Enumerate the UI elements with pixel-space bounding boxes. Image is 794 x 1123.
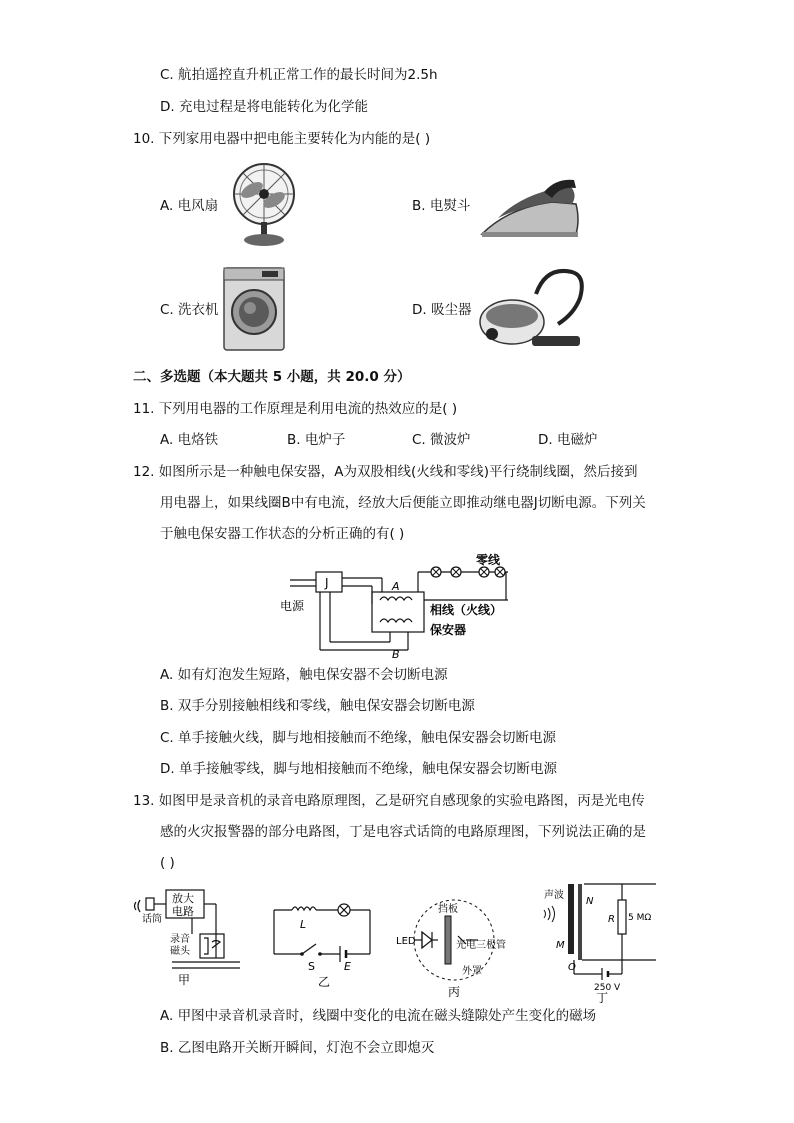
- switch-label: S: [308, 960, 315, 973]
- relay-label: J: [325, 576, 329, 590]
- figure-bing-label: 丙: [448, 985, 461, 999]
- figure-jia-label: 甲: [178, 973, 191, 987]
- q13-option-a: A. 甲图中录音机录音时，线圈中变化的电流在磁头缝隙处产生变化的磁场: [160, 1008, 597, 1024]
- figure-ding-capacitor-mic-circuit: [538, 880, 658, 1004]
- mic-label: 话筒: [142, 914, 162, 925]
- q12-option-a: A. 如有灯泡发生短路，触电保安器不会切断电源: [160, 667, 448, 683]
- section-heading: 二、多选题（本大题共 5 小题，共 20.0 分）: [133, 369, 411, 385]
- plate-n-label: N: [586, 896, 594, 907]
- point-o-label: O: [568, 962, 576, 973]
- q11-option-b: B. 电炉子: [287, 432, 346, 448]
- q12-stem-line3: 于触电保安器工作状态的分析正确的有( ): [160, 526, 405, 542]
- figure-bing-fire-alarm-circuit: [394, 896, 516, 1000]
- q11-option-c: C. 微波炉: [412, 432, 471, 448]
- q11-option-d: D. 电磁炉: [538, 432, 598, 448]
- q12-stem-line1: 12. 如图所示是一种触电保安器，A为双股相线(火线和零线)平行绕制线圈，然后接到: [133, 464, 638, 480]
- power-label: 电源: [280, 599, 305, 613]
- q11-option-a: A. 电烙铁: [160, 432, 219, 448]
- battery-label: E: [344, 960, 351, 973]
- q10-option-a: A. 电风扇: [160, 198, 219, 214]
- vacuum-cleaner-image: [476, 264, 588, 354]
- plate-m-label: M: [556, 940, 565, 951]
- sound-wave-label: 声波: [544, 890, 564, 901]
- figure-ding-label: 丁: [596, 991, 609, 1004]
- resistor-label: R: [608, 914, 615, 925]
- q13-stem-line1: 13. 如图甲是录音机的录音电路原理图，乙是研究自感现象的实验电路图，丙是光电传: [133, 793, 645, 809]
- electric-fan-image: [230, 160, 298, 248]
- figure-yi-label: 乙: [318, 975, 331, 988]
- q12-option-c: C. 单手接触火线，脚与地相接触而不绝缘，触电保安器会切断电源: [160, 730, 557, 746]
- led-label: LED: [396, 936, 416, 947]
- phototransistor-label: 光电三极管: [456, 940, 506, 951]
- q12-stem-line2: 用电器上，如果线圈B中有电流，经放大后便能立即推动继电器J切断电源。下列关: [160, 495, 646, 511]
- coil-b-label: B: [392, 648, 400, 660]
- electric-iron-image: [478, 172, 582, 244]
- q12-option-d: D. 单手接触零线，脚与地相接触而不绝缘，触电保安器会切断电源: [160, 761, 557, 777]
- protector-circuit-diagram: [280, 552, 520, 660]
- amp-label-1: 放大: [172, 892, 194, 905]
- q9-option-c: C. 航拍遥控直升机正常工作的最长时间为2.5h: [160, 67, 438, 83]
- q10-option-c: C. 洗衣机: [160, 302, 219, 318]
- q10-option-b: B. 电熨斗: [412, 198, 471, 214]
- protector-label: 保安器: [430, 623, 467, 637]
- figure-yi-self-induction-circuit: [270, 896, 376, 988]
- resistance-value: 5 MΩ: [628, 913, 652, 923]
- coil-a-label: A: [392, 580, 400, 593]
- q13-stem-line2: 感的火灾报警器的部分电路图，丁是电容式话筒的电路原理图，下列说法正确的是: [160, 824, 646, 840]
- q10-option-d: D. 吸尘器: [412, 302, 472, 318]
- head-label-1: 录音: [170, 934, 190, 945]
- head-label-2: 磁头: [170, 946, 190, 957]
- q13-option-b: B. 乙图电路开关断开瞬间，灯泡不会立即熄灭: [160, 1040, 435, 1056]
- figure-jia-recording-circuit: [132, 886, 242, 988]
- q10-stem: 10. 下列家用电器中把电能主要转化为内能的是( ): [133, 131, 431, 147]
- live-line-label: 相线（火线）: [430, 603, 503, 617]
- baffle-label: 挡板: [438, 904, 458, 915]
- inductor-label: L: [300, 918, 307, 931]
- q11-stem: 11. 下列用电器的工作原理是利用电流的热效应的是( ): [133, 401, 458, 417]
- cover-label: 外罩: [462, 966, 482, 977]
- q12-option-b: B. 双手分别接触相线和零线，触电保安器会切断电源: [160, 698, 475, 714]
- q9-option-d: D. 充电过程是将电能转化为化学能: [160, 99, 368, 115]
- neutral-line-label: 零线: [476, 553, 501, 567]
- washing-machine-image: [222, 266, 286, 352]
- amp-label-2: 电路: [172, 905, 194, 918]
- voltage-value: 250 V: [594, 983, 621, 993]
- q13-stem-line3: ( ): [160, 855, 175, 871]
